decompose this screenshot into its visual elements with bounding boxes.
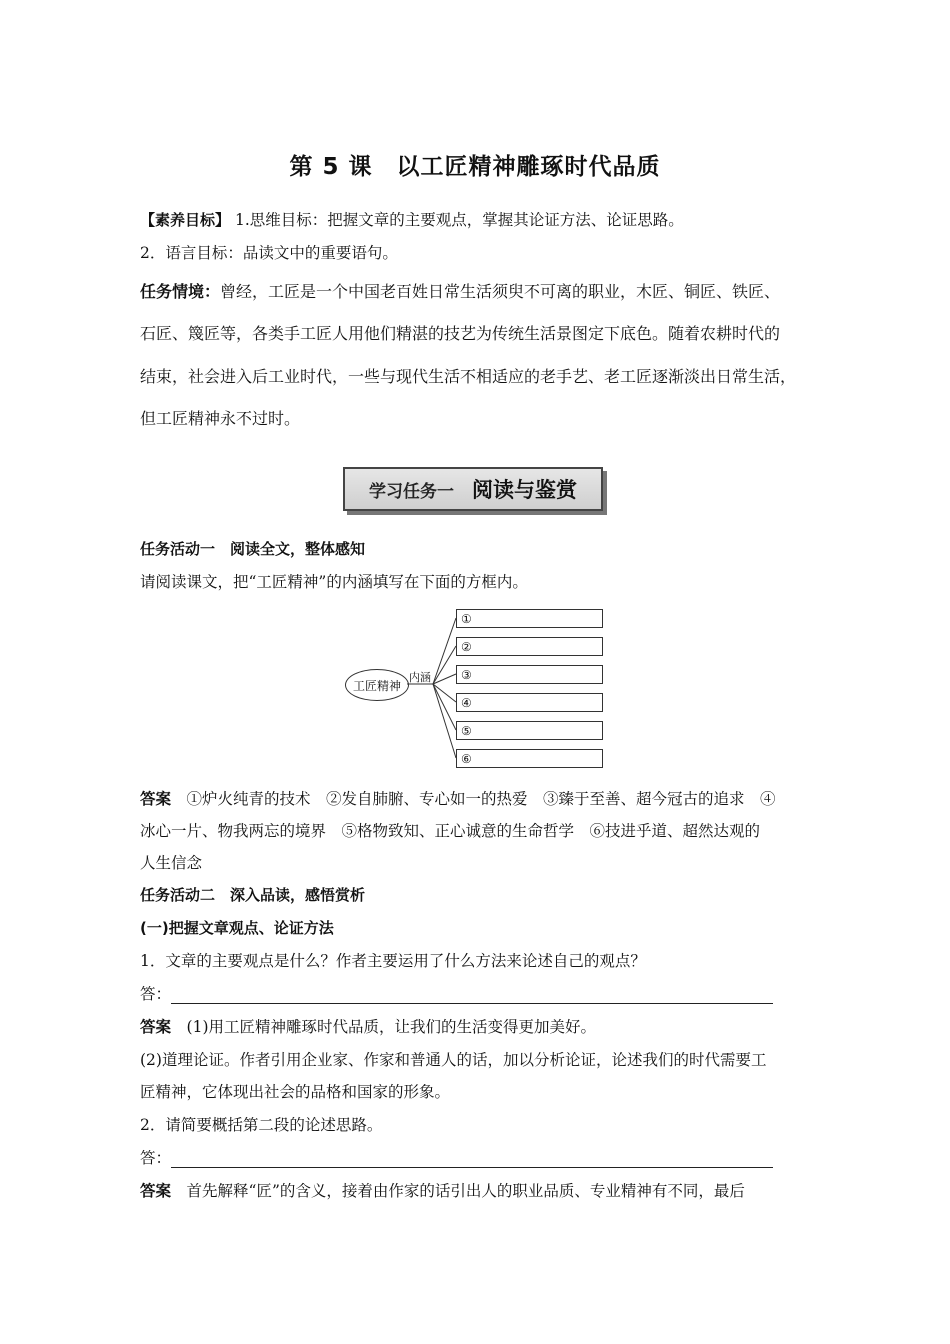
section-heading: (一)把握文章观点、论证方法 [140, 919, 334, 937]
diagram-connector-label: 内涵 [409, 671, 431, 684]
goals-label: 【素养目标】 [140, 211, 231, 229]
activity-1-instruction: 请阅读课文，把“工匠精神”的内涵填写在下面的方框内。 [140, 573, 528, 591]
goal-1: 1.思维目标：把握文章的主要观点，掌握其论证方法、论证思路。 [234, 211, 684, 229]
q2-answer-text-1: 首先解释“匠”的含义，接着由作家的话引出人的职业品质、专业精神有不同，最后 [186, 1182, 745, 1200]
answer-blank-2[interactable] [171, 1153, 773, 1168]
banner-task-title: 阅读与鉴赏 [472, 478, 577, 502]
question-1-answer-row [140, 982, 773, 1004]
question-1-answer-line-2: (2)道理论证。作者引用企业家、作家和普通人的话，加以分析论证，论述我们的时代需要工 [140, 1051, 767, 1069]
answer-prompt-2: 答： [140, 1149, 172, 1167]
answer-box-5[interactable]: ⑤ [456, 721, 603, 740]
connector-line-5 [433, 684, 456, 730]
activity-2-heading: 任务活动二 深入品读，感悟赏析 [140, 886, 366, 904]
situation-text-1: 曾经，工匠是一个中国老百姓日常生活须臾不可离的职业，木匠、铜匠、铁匠、 [220, 282, 781, 301]
situation-line-3: 结束，社会进入后工业时代，一些与现代生活不相适应的老手艺、老工匠逐渐淡出日常生活， [140, 367, 797, 386]
answer-blank-1[interactable] [171, 989, 773, 1004]
connector-line-6 [433, 684, 456, 758]
answer-box-6[interactable]: ⑥ [456, 749, 603, 768]
answer-box-1[interactable]: ① [456, 609, 603, 628]
activity-1-answer-line-1 [140, 787, 776, 809]
activity-1-heading: 任务活动一 阅读全文，整体感知 [140, 540, 366, 558]
activity-1-answer-line-2: 冰心一片、物我两忘的境界 ⑤格物致知、正心诚意的生命哲学 ⑥技进乎道、超然达观的 [140, 822, 761, 840]
question-2-answer-row [140, 1146, 773, 1168]
question-1-answer-line-1 [140, 1015, 596, 1037]
answer-box-2[interactable]: ② [456, 637, 603, 656]
diagram-center-oval: 工匠精神 [345, 669, 409, 701]
answer-label: 答案 [140, 790, 172, 808]
answer-label: 答案 [140, 1018, 172, 1036]
connector-line-4 [433, 684, 456, 702]
answer-prompt-1: 答： [140, 985, 172, 1003]
answer-text-1: ①炉火纯青的技术 ②发自肺腑、专心如一的热爱 ③臻于至善、超今冠古的追求 ④ [186, 790, 776, 808]
situation-line-2: 石匠、篾匠等，各类手工匠人用他们精湛的技艺为传统生活景图定下底色。随着农耕时代的 [140, 324, 781, 343]
activity-1-answer-line-3: 人生信念 [140, 854, 203, 872]
q1-answer-text-1: (1)用工匠精神雕琢时代品质，让我们的生活变得更加美好。 [186, 1018, 596, 1036]
goal-2: 2．语言目标：品读文中的重要语句。 [140, 244, 398, 262]
answer-label: 答案 [140, 1182, 172, 1200]
banner-task-number: 学习任务一 [369, 481, 454, 502]
situation-line-4: 但工匠精神永不过时。 [140, 409, 301, 428]
question-1: 1．文章的主要观点是什么？作者主要运用了什么方法来论述自己的观点？ [140, 952, 646, 970]
answer-box-3[interactable]: ③ [456, 665, 603, 684]
situation-label: 任务情境： [140, 282, 221, 301]
question-2-answer-line-1 [140, 1179, 745, 1201]
question-2: 2．请简要概括第二段的论述思路。 [140, 1116, 383, 1134]
question-1-answer-line-3: 匠精神，它体现出社会的品格和国家的形象。 [140, 1083, 451, 1101]
page-title: 第 5 课 以工匠精神雕琢时代品质 [289, 154, 661, 180]
answer-box-4[interactable]: ④ [456, 693, 603, 712]
